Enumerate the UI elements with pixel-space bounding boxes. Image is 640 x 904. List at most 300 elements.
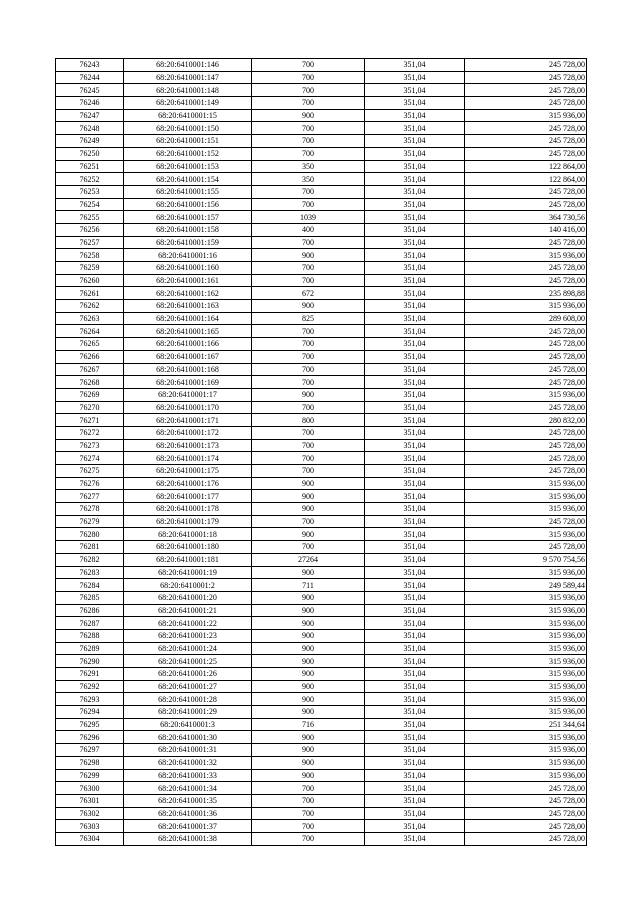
cadastral-value-cell: 315 936,00 — [465, 490, 587, 503]
specific-value-cell: 351,04 — [365, 642, 465, 655]
cadastral-number-cell: 68:20:6410001:181 — [124, 553, 252, 566]
row-number-cell: 76279 — [56, 515, 124, 528]
specific-value-cell: 351,04 — [365, 401, 465, 414]
specific-value-cell: 351,04 — [365, 794, 465, 807]
specific-value-cell: 351,04 — [365, 414, 465, 427]
cadastral-value-cell: 315 936,00 — [465, 617, 587, 630]
specific-value-cell: 351,04 — [365, 452, 465, 465]
row-number-cell: 76270 — [56, 401, 124, 414]
area-cell: 700 — [252, 401, 365, 414]
cadastral-number-cell: 68:20:6410001:37 — [124, 820, 252, 833]
cadastral-value-cell: 245 728,00 — [465, 71, 587, 84]
cadastral-value-cell: 245 728,00 — [465, 198, 587, 211]
specific-value-cell: 351,04 — [365, 782, 465, 795]
specific-value-cell: 351,04 — [365, 528, 465, 541]
specific-value-cell: 351,04 — [365, 604, 465, 617]
cadastral-number-cell: 68:20:6410001:15 — [124, 109, 252, 122]
area-cell: 900 — [252, 528, 365, 541]
specific-value-cell: 351,04 — [365, 249, 465, 262]
cadastral-number-cell: 68:20:6410001:148 — [124, 84, 252, 97]
row-number-cell: 76255 — [56, 211, 124, 224]
area-cell: 900 — [252, 617, 365, 630]
row-number-cell: 76274 — [56, 452, 124, 465]
table-row — [56, 249, 587, 262]
row-number-cell: 76281 — [56, 541, 124, 554]
row-number-cell: 76283 — [56, 566, 124, 579]
cadastral-number-cell: 68:20:6410001:172 — [124, 426, 252, 439]
row-number-cell: 76278 — [56, 503, 124, 516]
specific-value-cell: 351,04 — [365, 566, 465, 579]
table-row — [56, 452, 587, 465]
row-number-cell: 76291 — [56, 668, 124, 681]
area-cell: 700 — [252, 236, 365, 249]
cadastral-number-cell: 68:20:6410001:25 — [124, 655, 252, 668]
area-cell: 700 — [252, 338, 365, 351]
area-cell: 700 — [252, 325, 365, 338]
specific-value-cell: 351,04 — [365, 820, 465, 833]
cadastral-number-cell: 68:20:6410001:26 — [124, 668, 252, 681]
area-cell: 400 — [252, 223, 365, 236]
cadastral-value-cell: 245 728,00 — [465, 350, 587, 363]
cadastral-value-cell: 245 728,00 — [465, 452, 587, 465]
table-row — [56, 97, 587, 110]
table-row — [56, 363, 587, 376]
area-cell: 900 — [252, 756, 365, 769]
specific-value-cell: 351,04 — [365, 744, 465, 757]
area-cell: 700 — [252, 363, 365, 376]
cadastral-value-cell: 245 728,00 — [465, 338, 587, 351]
specific-value-cell: 351,04 — [365, 769, 465, 782]
area-cell: 716 — [252, 718, 365, 731]
row-number-cell: 76294 — [56, 706, 124, 719]
specific-value-cell: 351,04 — [365, 135, 465, 148]
cadastral-number-cell: 68:20:6410001:146 — [124, 59, 252, 72]
cadastral-value-cell: 315 936,00 — [465, 680, 587, 693]
specific-value-cell: 351,04 — [365, 477, 465, 490]
table-row — [56, 414, 587, 427]
table-row — [56, 617, 587, 630]
cadastral-number-cell: 68:20:6410001:22 — [124, 617, 252, 630]
specific-value-cell: 351,04 — [365, 122, 465, 135]
specific-value-cell: 351,04 — [365, 503, 465, 516]
row-number-cell: 76277 — [56, 490, 124, 503]
specific-value-cell: 351,04 — [365, 198, 465, 211]
row-number-cell: 76250 — [56, 147, 124, 160]
specific-value-cell: 351,04 — [365, 160, 465, 173]
table-row — [56, 465, 587, 478]
table-row — [56, 693, 587, 706]
cadastral-value-cell: 245 728,00 — [465, 135, 587, 148]
specific-value-cell: 351,04 — [365, 185, 465, 198]
row-number-cell: 76290 — [56, 655, 124, 668]
specific-value-cell: 351,04 — [365, 287, 465, 300]
row-number-cell: 76271 — [56, 414, 124, 427]
table-row — [56, 782, 587, 795]
table-row — [56, 439, 587, 452]
cadastral-value-cell: 245 728,00 — [465, 376, 587, 389]
table-row — [56, 629, 587, 642]
table-row — [56, 274, 587, 287]
area-cell: 900 — [252, 249, 365, 262]
area-cell: 700 — [252, 185, 365, 198]
cadastral-value-cell: 245 728,00 — [465, 122, 587, 135]
cadastral-value-cell: 245 728,00 — [465, 274, 587, 287]
cadastral-value-cell: 245 728,00 — [465, 236, 587, 249]
area-cell: 700 — [252, 198, 365, 211]
cadastral-number-cell: 68:20:6410001:166 — [124, 338, 252, 351]
table-row — [56, 59, 587, 72]
row-number-cell: 76246 — [56, 97, 124, 110]
table-row — [56, 185, 587, 198]
row-number-cell: 76252 — [56, 173, 124, 186]
cadastral-value-cell: 315 936,00 — [465, 503, 587, 516]
specific-value-cell: 351,04 — [365, 718, 465, 731]
area-cell: 900 — [252, 490, 365, 503]
area-cell: 1039 — [252, 211, 365, 224]
table-row — [56, 807, 587, 820]
area-cell: 700 — [252, 541, 365, 554]
table-row — [56, 553, 587, 566]
cadastral-value-cell: 245 728,00 — [465, 782, 587, 795]
cadastral-number-cell: 68:20:6410001:18 — [124, 528, 252, 541]
cadastral-value-cell: 315 936,00 — [465, 668, 587, 681]
area-cell: 900 — [252, 769, 365, 782]
row-number-cell: 76249 — [56, 135, 124, 148]
specific-value-cell: 351,04 — [365, 147, 465, 160]
specific-value-cell: 351,04 — [365, 97, 465, 110]
cadastral-value-cell: 245 728,00 — [465, 185, 587, 198]
specific-value-cell: 351,04 — [365, 731, 465, 744]
row-number-cell: 76276 — [56, 477, 124, 490]
row-number-cell: 76263 — [56, 312, 124, 325]
area-cell: 711 — [252, 579, 365, 592]
row-number-cell: 76292 — [56, 680, 124, 693]
area-cell: 700 — [252, 820, 365, 833]
specific-value-cell: 351,04 — [365, 274, 465, 287]
area-cell: 700 — [252, 350, 365, 363]
table-row — [56, 706, 587, 719]
cadastral-value-cell: 122 864,00 — [465, 173, 587, 186]
cadastral-value-cell: 245 728,00 — [465, 147, 587, 160]
cadastral-number-cell: 68:20:6410001:165 — [124, 325, 252, 338]
row-number-cell: 76268 — [56, 376, 124, 389]
row-number-cell: 76245 — [56, 84, 124, 97]
cadastral-number-cell: 68:20:6410001:28 — [124, 693, 252, 706]
cadastral-number-cell: 68:20:6410001:169 — [124, 376, 252, 389]
area-cell: 700 — [252, 832, 365, 845]
cadastral-number-cell: 68:20:6410001:173 — [124, 439, 252, 452]
table-row — [56, 262, 587, 275]
specific-value-cell: 351,04 — [365, 236, 465, 249]
area-cell: 900 — [252, 668, 365, 681]
cadastral-number-cell: 68:20:6410001:27 — [124, 680, 252, 693]
cadastral-number-cell: 68:20:6410001:168 — [124, 363, 252, 376]
specific-value-cell: 351,04 — [365, 693, 465, 706]
table-row — [56, 718, 587, 731]
area-cell: 800 — [252, 414, 365, 427]
cadastral-value-cell: 245 728,00 — [465, 794, 587, 807]
row-number-cell: 76265 — [56, 338, 124, 351]
row-number-cell: 76259 — [56, 262, 124, 275]
cadastral-number-cell: 68:20:6410001:156 — [124, 198, 252, 211]
row-number-cell: 76284 — [56, 579, 124, 592]
specific-value-cell: 351,04 — [365, 439, 465, 452]
table-row — [56, 236, 587, 249]
row-number-cell: 76258 — [56, 249, 124, 262]
specific-value-cell: 351,04 — [365, 325, 465, 338]
table-row — [56, 287, 587, 300]
specific-value-cell: 351,04 — [365, 84, 465, 97]
row-number-cell: 76295 — [56, 718, 124, 731]
row-number-cell: 76282 — [56, 553, 124, 566]
row-number-cell: 76286 — [56, 604, 124, 617]
row-number-cell: 76299 — [56, 769, 124, 782]
row-number-cell: 76262 — [56, 300, 124, 313]
cadastral-number-cell: 68:20:6410001:34 — [124, 782, 252, 795]
row-number-cell: 76285 — [56, 591, 124, 604]
specific-value-cell: 351,04 — [365, 655, 465, 668]
specific-value-cell: 351,04 — [365, 338, 465, 351]
cadastral-value-cell: 315 936,00 — [465, 642, 587, 655]
table-row — [56, 731, 587, 744]
cadastral-number-cell: 68:20:6410001:17 — [124, 388, 252, 401]
row-number-cell: 76243 — [56, 59, 124, 72]
area-cell: 900 — [252, 744, 365, 757]
table-row — [56, 566, 587, 579]
cadastral-number-cell: 68:20:6410001:147 — [124, 71, 252, 84]
row-number-cell: 76272 — [56, 426, 124, 439]
table-row — [56, 173, 587, 186]
cadastral-value-cell: 315 936,00 — [465, 693, 587, 706]
row-number-cell: 76269 — [56, 388, 124, 401]
row-number-cell: 76251 — [56, 160, 124, 173]
cadastral-number-cell: 68:20:6410001:178 — [124, 503, 252, 516]
cadastral-value-cell: 315 936,00 — [465, 477, 587, 490]
area-cell: 700 — [252, 262, 365, 275]
table-row — [56, 642, 587, 655]
area-cell: 700 — [252, 71, 365, 84]
cadastral-number-cell: 68:20:6410001:170 — [124, 401, 252, 414]
specific-value-cell: 351,04 — [365, 300, 465, 313]
specific-value-cell: 351,04 — [365, 807, 465, 820]
table-row — [56, 591, 587, 604]
cadastral-value-cell: 245 728,00 — [465, 515, 587, 528]
area-cell: 700 — [252, 135, 365, 148]
cadastral-value-cell: 245 728,00 — [465, 59, 587, 72]
table-row — [56, 160, 587, 173]
cadastral-number-cell: 68:20:6410001:180 — [124, 541, 252, 554]
specific-value-cell: 351,04 — [365, 541, 465, 554]
cadastral-number-cell: 68:20:6410001:179 — [124, 515, 252, 528]
area-cell: 700 — [252, 274, 365, 287]
table-row — [56, 668, 587, 681]
row-number-cell: 76244 — [56, 71, 124, 84]
cadastral-value-cell: 315 936,00 — [465, 629, 587, 642]
table-row — [56, 579, 587, 592]
cadastral-value-cell: 245 728,00 — [465, 401, 587, 414]
cadastral-number-cell: 68:20:6410001:159 — [124, 236, 252, 249]
area-cell: 900 — [252, 477, 365, 490]
row-number-cell: 76253 — [56, 185, 124, 198]
specific-value-cell: 351,04 — [365, 553, 465, 566]
specific-value-cell: 351,04 — [365, 262, 465, 275]
cadastral-number-cell: 68:20:6410001:176 — [124, 477, 252, 490]
area-cell: 900 — [252, 680, 365, 693]
area-cell: 700 — [252, 515, 365, 528]
row-number-cell: 76266 — [56, 350, 124, 363]
table-row — [56, 211, 587, 224]
table-row — [56, 198, 587, 211]
area-cell: 700 — [252, 426, 365, 439]
cadastral-value-cell: 315 936,00 — [465, 300, 587, 313]
cadastral-value-cell: 245 728,00 — [465, 439, 587, 452]
specific-value-cell: 351,04 — [365, 832, 465, 845]
specific-value-cell: 351,04 — [365, 579, 465, 592]
row-number-cell: 76267 — [56, 363, 124, 376]
cadastral-number-cell: 68:20:6410001:177 — [124, 490, 252, 503]
table-body — [56, 59, 587, 846]
table-row — [56, 426, 587, 439]
specific-value-cell: 351,04 — [365, 591, 465, 604]
cadastral-number-cell: 68:20:6410001:171 — [124, 414, 252, 427]
cadastral-number-cell: 68:20:6410001:151 — [124, 135, 252, 148]
area-cell: 700 — [252, 807, 365, 820]
specific-value-cell: 351,04 — [365, 668, 465, 681]
cadastral-number-cell: 68:20:6410001:161 — [124, 274, 252, 287]
area-cell: 900 — [252, 642, 365, 655]
row-number-cell: 76303 — [56, 820, 124, 833]
cadastral-value-cell: 245 728,00 — [465, 262, 587, 275]
cadastral-value-cell: 249 589,44 — [465, 579, 587, 592]
specific-value-cell: 351,04 — [365, 515, 465, 528]
cadastral-number-cell: 68:20:6410001:154 — [124, 173, 252, 186]
cadastral-number-cell: 68:20:6410001:175 — [124, 465, 252, 478]
area-cell: 350 — [252, 160, 365, 173]
table-row — [56, 515, 587, 528]
table-row — [56, 401, 587, 414]
cadastral-number-cell: 68:20:6410001:167 — [124, 350, 252, 363]
area-cell: 900 — [252, 706, 365, 719]
cadastral-value-cell: 364 730,56 — [465, 211, 587, 224]
table-row — [56, 325, 587, 338]
specific-value-cell: 351,04 — [365, 680, 465, 693]
cadastral-value-cell: 315 936,00 — [465, 769, 587, 782]
cadastral-value-cell: 245 728,00 — [465, 426, 587, 439]
row-number-cell: 76264 — [56, 325, 124, 338]
cadastral-number-cell: 68:20:6410001:16 — [124, 249, 252, 262]
row-number-cell: 76298 — [56, 756, 124, 769]
cadastral-number-cell: 68:20:6410001:155 — [124, 185, 252, 198]
specific-value-cell: 351,04 — [365, 71, 465, 84]
table-row — [56, 680, 587, 693]
cadastral-number-cell: 68:20:6410001:21 — [124, 604, 252, 617]
table-row — [56, 541, 587, 554]
row-number-cell: 76257 — [56, 236, 124, 249]
cadastral-value-cell: 245 728,00 — [465, 325, 587, 338]
cadastral-value-cell: 245 728,00 — [465, 820, 587, 833]
specific-value-cell: 351,04 — [365, 109, 465, 122]
cadastral-number-cell: 68:20:6410001:38 — [124, 832, 252, 845]
area-cell: 900 — [252, 655, 365, 668]
area-cell: 700 — [252, 794, 365, 807]
cadastral-value-cell: 245 728,00 — [465, 84, 587, 97]
area-cell: 700 — [252, 97, 365, 110]
table-row — [56, 312, 587, 325]
row-number-cell: 76293 — [56, 693, 124, 706]
area-cell: 900 — [252, 731, 365, 744]
cadastral-value-cell: 245 728,00 — [465, 363, 587, 376]
specific-value-cell: 351,04 — [365, 629, 465, 642]
cadastral-number-cell: 68:20:6410001:31 — [124, 744, 252, 757]
row-number-cell: 76247 — [56, 109, 124, 122]
cadastral-number-cell: 68:20:6410001:160 — [124, 262, 252, 275]
area-cell: 900 — [252, 566, 365, 579]
row-number-cell: 76273 — [56, 439, 124, 452]
specific-value-cell: 351,04 — [365, 211, 465, 224]
table-row — [56, 223, 587, 236]
cadastral-number-cell: 68:20:6410001:24 — [124, 642, 252, 655]
area-cell: 27264 — [252, 553, 365, 566]
table-row — [56, 300, 587, 313]
cadastral-value-cell: 315 936,00 — [465, 566, 587, 579]
row-number-cell: 76248 — [56, 122, 124, 135]
cadastral-value-table — [55, 58, 587, 846]
specific-value-cell: 351,04 — [365, 706, 465, 719]
cadastral-value-cell: 315 936,00 — [465, 528, 587, 541]
specific-value-cell: 351,04 — [365, 363, 465, 376]
cadastral-value-cell: 245 728,00 — [465, 97, 587, 110]
table-row — [56, 769, 587, 782]
table-row — [56, 376, 587, 389]
area-cell: 900 — [252, 300, 365, 313]
area-cell: 700 — [252, 122, 365, 135]
row-number-cell: 76261 — [56, 287, 124, 300]
table-row — [56, 338, 587, 351]
area-cell: 700 — [252, 452, 365, 465]
specific-value-cell: 351,04 — [365, 312, 465, 325]
cadastral-number-cell: 68:20:6410001:150 — [124, 122, 252, 135]
cadastral-value-cell: 315 936,00 — [465, 655, 587, 668]
table-row — [56, 604, 587, 617]
table-row — [56, 122, 587, 135]
cadastral-value-cell: 315 936,00 — [465, 591, 587, 604]
area-cell: 700 — [252, 376, 365, 389]
cadastral-number-cell: 68:20:6410001:174 — [124, 452, 252, 465]
cadastral-number-cell: 68:20:6410001:19 — [124, 566, 252, 579]
table-row — [56, 109, 587, 122]
cadastral-value-cell: 235 898,88 — [465, 287, 587, 300]
cadastral-number-cell: 68:20:6410001:30 — [124, 731, 252, 744]
cadastral-value-cell: 122 864,00 — [465, 160, 587, 173]
table-row — [56, 135, 587, 148]
cadastral-value-cell: 280 832,00 — [465, 414, 587, 427]
row-number-cell: 76275 — [56, 465, 124, 478]
cadastral-number-cell: 68:20:6410001:157 — [124, 211, 252, 224]
cadastral-number-cell: 68:20:6410001:149 — [124, 97, 252, 110]
cadastral-number-cell: 68:20:6410001:36 — [124, 807, 252, 820]
cadastral-value-cell: 245 728,00 — [465, 541, 587, 554]
cadastral-value-cell: 251 344,64 — [465, 718, 587, 731]
area-cell: 350 — [252, 173, 365, 186]
specific-value-cell: 351,04 — [365, 223, 465, 236]
area-cell: 700 — [252, 782, 365, 795]
table-row — [56, 147, 587, 160]
cadastral-value-cell: 315 936,00 — [465, 604, 587, 617]
cadastral-number-cell: 68:20:6410001:35 — [124, 794, 252, 807]
area-cell: 700 — [252, 59, 365, 72]
area-cell: 672 — [252, 287, 365, 300]
specific-value-cell: 351,04 — [365, 465, 465, 478]
